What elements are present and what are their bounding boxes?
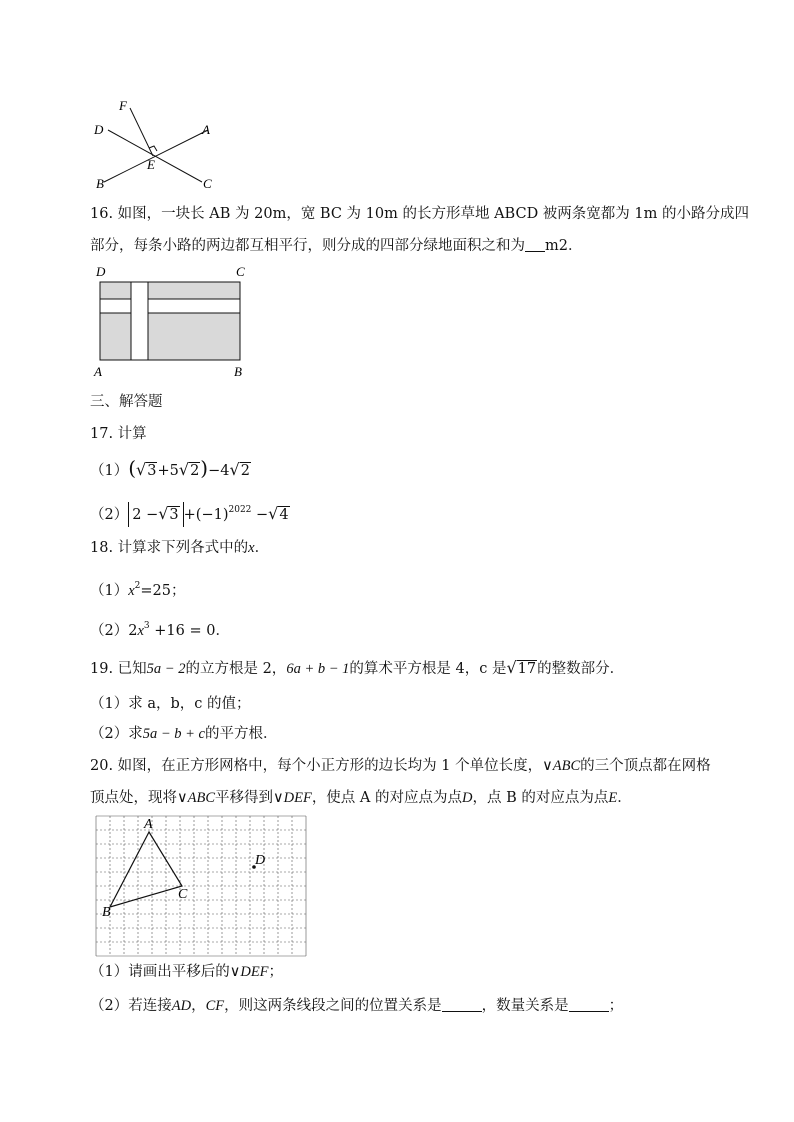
q18-part1: $(1)x^2=25$； [90, 581, 186, 599]
sqrt-4: 4 [279, 507, 289, 523]
label-A: A [94, 364, 102, 379]
q16-line1: 16. 如图，一块长 AB 为 20m，宽 BC 为 10m 的长方形草地 ABCD 被两条宽都为 1m 的小路分成四 [90, 206, 750, 222]
label-F: F [119, 98, 127, 113]
q16-line2-text: 部分，每条小路的两边都互相平行，则分成的四部分绿地面积之和为 [90, 238, 525, 254]
q19-stem: 19. 已知5a − 2的立方根是 2，6a + b − 1的算术平方根是 4，c 是√17的整数部分． [90, 658, 625, 677]
q16-unit: m2． [545, 238, 583, 254]
label-A: A [144, 817, 153, 832]
section-heading: 三、解答题 [90, 394, 163, 410]
part-number: （1） [90, 463, 129, 479]
label-D: D [255, 853, 266, 868]
q20-line1: 20. 如图，在正方形网格中，每个小正方形的边长均为 1 个单位长度，∨ABC的三个顶点都在网格 [90, 758, 711, 774]
expr-6a-b-1: 6a + b − 1 [286, 661, 350, 677]
label-C: C [178, 887, 188, 902]
q17-part2: （2） $2 -√3 +(-1)^{2022} -√4$ [90, 498, 290, 527]
answer-blank [525, 237, 545, 252]
sqrt-17: 17 [517, 661, 537, 677]
expr-5a-2: 5a − 2 [146, 661, 186, 677]
minus-4: −4 [208, 463, 230, 479]
answer-blank-position [442, 997, 482, 1012]
q18-part2: $(2)2x^3 +16 = 0$． [90, 621, 230, 639]
label-C: C [236, 264, 245, 279]
plus-5: +5 [157, 463, 179, 479]
absolute-value: 2 −√3 [128, 502, 183, 527]
label-D: D [96, 264, 106, 279]
label-E: E [147, 157, 155, 172]
label-B: B [102, 905, 111, 920]
q19-part2: （2）求5a − b + c的平方根． [90, 726, 278, 742]
q17-title: 17. 计算 [90, 426, 147, 442]
q20-part2: （2）若连接AD，CF，则这两条线段之间的位置关系是 ，数量关系是 ； [90, 998, 624, 1014]
exponent: 2022 [228, 505, 252, 515]
q20-line2: 顶点处，现将∨ABC平移得到∨DEF，使点 A 的对应点为点D，点 B 的对应点为点E． [90, 790, 632, 806]
q17-part1: （1）(√3+5√2)−4√2 [90, 456, 250, 480]
label-B: B [96, 176, 104, 191]
answer-blank-quantity [569, 997, 609, 1012]
q20-part1: （1）请画出平移后的∨DEF； [90, 964, 284, 980]
sqrt-3: 3 [147, 463, 157, 479]
label-C: C [203, 176, 212, 191]
label-B: B [234, 364, 242, 379]
q16-line2 [90, 236, 582, 256]
q18-title: 18. 计算求下列各式中的x． [90, 540, 270, 556]
part-number: （2） [90, 507, 129, 523]
intersecting-lines-figure [90, 96, 230, 196]
sqrt-2: 2 [190, 463, 200, 479]
neg-one-power: +(−1) [183, 507, 229, 523]
sqrt-2b: 2 [240, 463, 250, 479]
square-grid-figure [92, 812, 310, 960]
label-A: A [202, 122, 210, 137]
label-D: D [94, 122, 104, 137]
q19-part1: （1）求 a，b，c 的值； [90, 696, 251, 712]
rectangle-lawn-figure [90, 262, 260, 382]
